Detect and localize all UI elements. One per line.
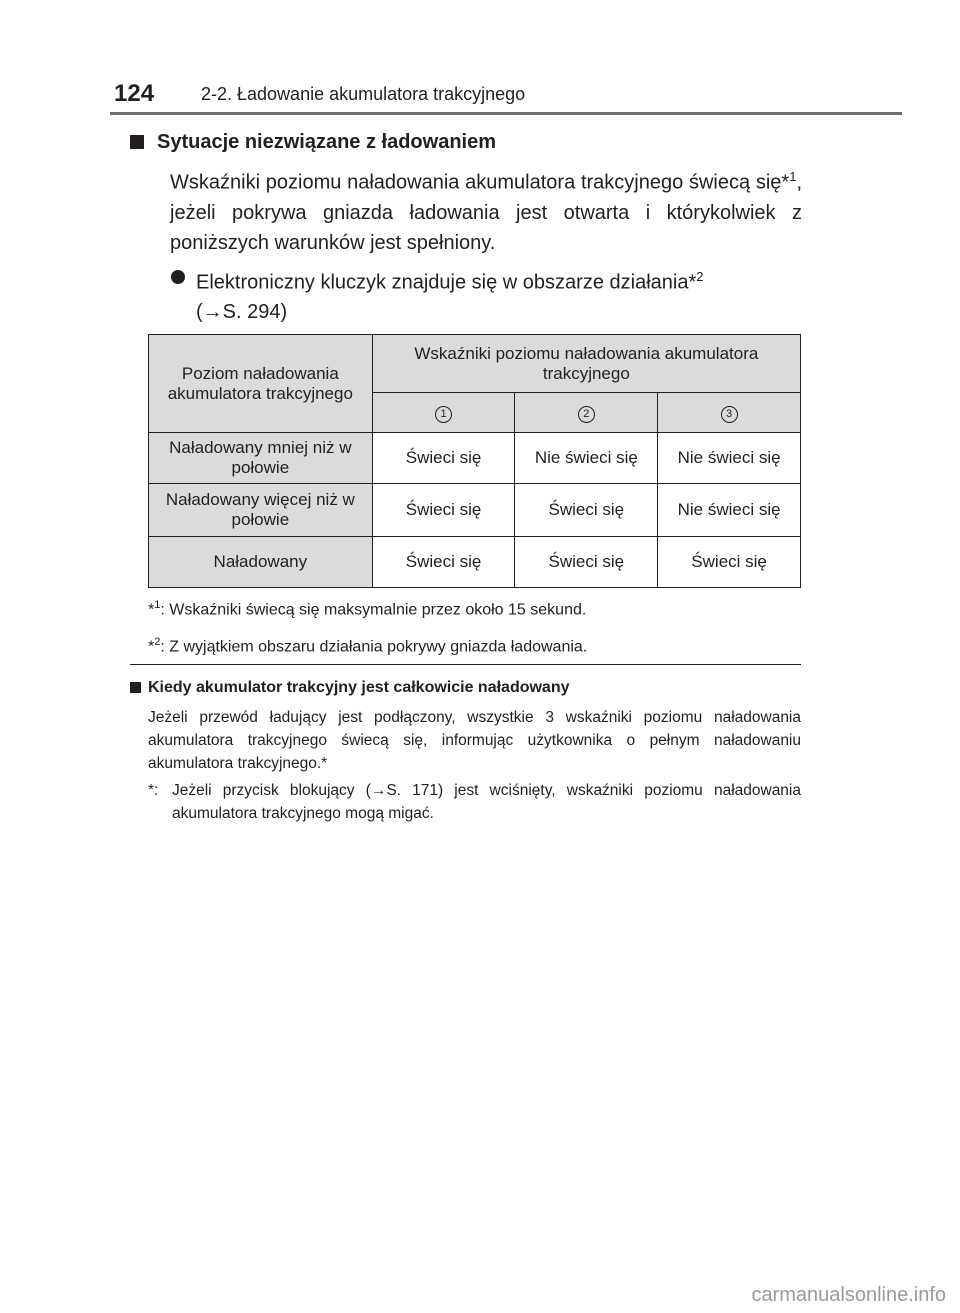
row-level-label: Naładowany mniej niż w połowie: [149, 433, 373, 484]
table-cell: Nie świeci się: [658, 484, 801, 537]
table-cell: Świeci się: [515, 537, 658, 588]
table-cell: Świeci się: [515, 484, 658, 537]
table-footnotes: [148, 594, 808, 669]
watermark: carmanualsonline.info: [751, 1284, 946, 1306]
charge-level-table: [148, 334, 801, 588]
section-heading: [130, 128, 802, 156]
square-bullet-icon: [130, 135, 144, 149]
intro-text-end: , jeżeli pokrywa gniazda ładowania jest otwarta i którykolwiek z poniższych warunków jest spełniony.: [170, 171, 802, 254]
footnote-mark: *: [148, 601, 155, 619]
footnote: [148, 594, 808, 621]
row-level-label: Naładowany: [149, 537, 373, 588]
note-heading: [130, 676, 801, 700]
note-heading-text: Kiedy akumulator trakcyjny jest całkowicie naładowany: [148, 679, 570, 696]
round-bullet-icon: [171, 270, 185, 284]
table-cell: Nie świeci się: [515, 433, 658, 484]
indicator-1-header: [372, 393, 515, 433]
table-row: [149, 484, 801, 537]
intro-footnote-ref: 1: [789, 169, 797, 184]
note-footnote-mark: *:: [148, 782, 159, 799]
bullet-footnote-ref: 2: [696, 268, 704, 284]
bullet-text: Elektroniczny kluczyk znajduje się w obszarze działania*: [196, 271, 697, 294]
indicator-2-header: [515, 393, 658, 433]
section-divider: [130, 664, 801, 665]
intro-paragraph: [170, 162, 802, 258]
footnote-text: : Wskaźniki świecą się maksymalnie przez około 15 sekund.: [160, 601, 587, 619]
footnote: [148, 631, 808, 658]
footnote-mark: *: [148, 638, 155, 656]
info-note: [130, 676, 801, 825]
indicator-3-header: [658, 393, 801, 433]
table-cell: Świeci się: [372, 433, 515, 484]
note-footnote: [148, 779, 801, 825]
footnote-number: 2: [154, 636, 161, 649]
bullet-item: [170, 262, 802, 328]
square-bullet-icon: [130, 682, 141, 693]
page-reference: (→S. 294): [196, 301, 288, 324]
table-cell: Świeci się: [372, 484, 515, 537]
table-header-indicators: Wskaźniki poziomu naładowania akumulatora trakcyjnego: [372, 335, 800, 393]
section-heading-text: Sytuacje niezwiązane z ładowaniem: [157, 131, 497, 153]
page-header: [0, 0, 960, 116]
intro-text-start: Wskaźniki poziomu naładowania akumulatora trakcyjnego świecą się*: [170, 171, 790, 194]
circled-number-icon: 2: [578, 406, 595, 423]
table-cell: Nie świeci się: [658, 433, 801, 484]
header-rule: [110, 112, 902, 115]
table-header-level: Poziom naładowania akumulatora trakcyjnego: [149, 335, 373, 433]
circled-number-icon: 3: [721, 406, 738, 423]
table-row: [149, 537, 801, 588]
page-number: 124: [114, 80, 155, 107]
section-title: 2-2. Ładowanie akumulatora trakcyjnego: [201, 84, 526, 104]
note-footnote-text: Jeżeli przycisk blokujący (→S. 171) jest wciśnięty, wskaźniki poziomu naładowania akumulatora trakcyjnego mogą migać.: [172, 782, 801, 822]
footnote-text: : Z wyjątkiem obszaru działania pokrywy gniazda ładowania.: [160, 638, 588, 656]
table-cell: Świeci się: [658, 537, 801, 588]
main-content: [130, 124, 802, 361]
table-row: [149, 433, 801, 484]
circled-number-icon: 1: [435, 406, 452, 423]
footnote-number: 1: [154, 599, 161, 611]
table-cell: Świeci się: [372, 537, 515, 588]
row-level-label: Naładowany więcej niż w połowie: [149, 484, 373, 537]
note-paragraph: Jeżeli przewód ładujący jest podłączony, wszystkie 3 wskaźniki poziomu naładowania akumulatora trakcyjnego świecą się, informując użytkownika o pełnym naładowaniu akumulatora trakcyjnego.*: [148, 709, 801, 772]
